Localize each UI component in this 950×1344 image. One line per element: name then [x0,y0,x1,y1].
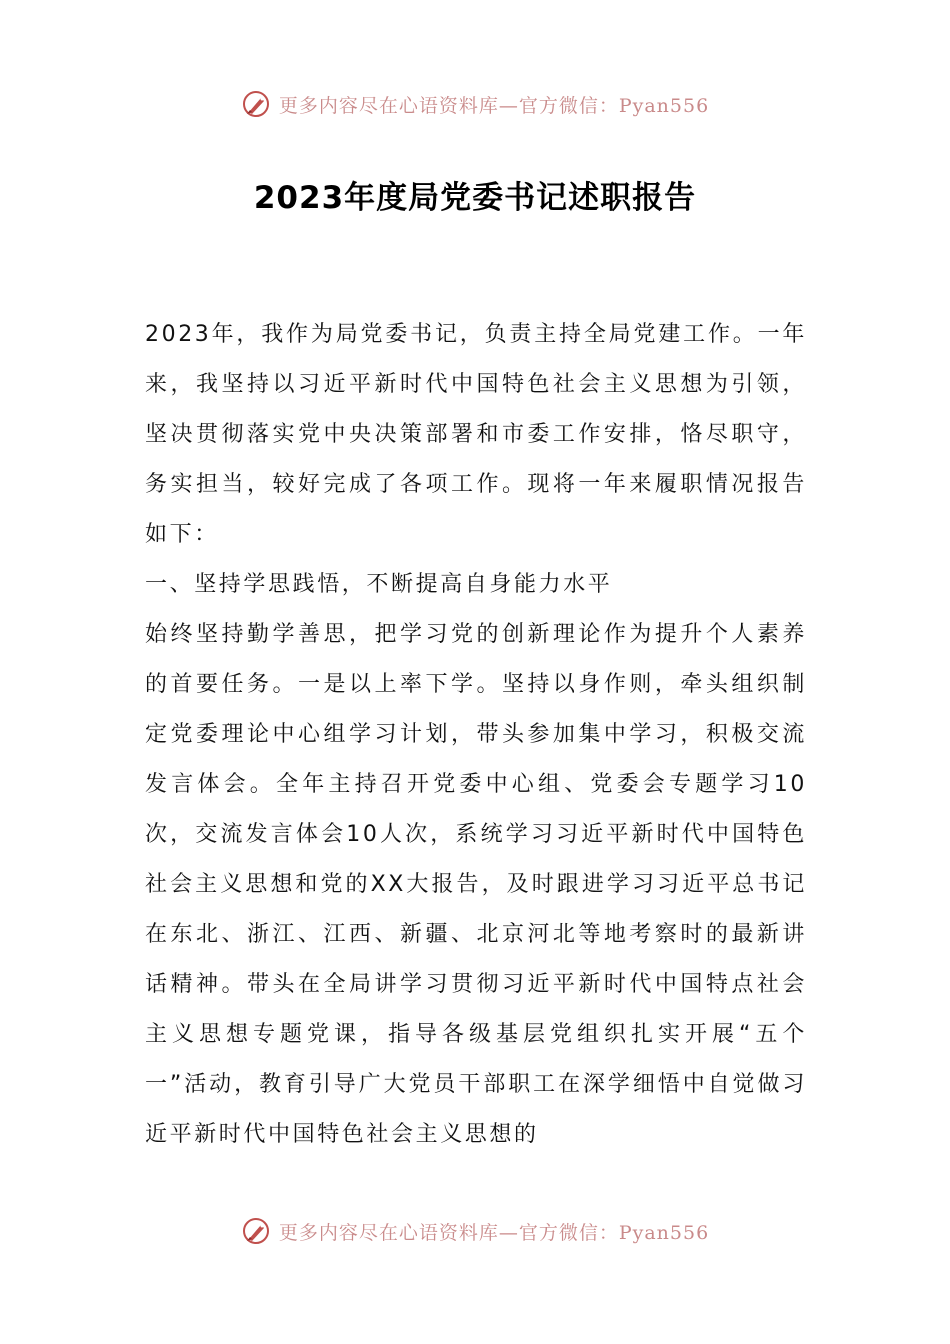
document-body [145,310,807,1160]
paragraph-section-one: 始终坚持勤学善思，把学习党的创新理论作为提升个人素养的首要任务。一是以上率下学。坚持以身作则，牵头组织制定党委理论中心组学习计划，带头参加集中学习，积极交流发言体会。全年主持召开党委中心组、党委会专题学习10次，交流发言体会10人次，系统学习习近平新时代中国特色社会主义思想和党的XX大报告，及时跟进学习习近平总书记在东北、浙江、江西、新疆、北京河北等地考察时的最新讲话精神。带头在全局讲学习贯彻习近平新时代中国特点社会主义思想专题党课，指导各级基层党组织扎实开展“五个一”活动，教育引导广大党员干部职工在深学细悟中自觉做习近平新时代中国特色社会主义思想的 [145,622,807,1147]
header-watermark [0,84,950,124]
section-heading: 一、坚持学思践悟，不断提高自身能力水平 [145,572,613,597]
footer-watermark [0,1211,950,1251]
pen-nib-logo-icon [241,1216,271,1246]
watermark-text: 更多内容尽在心语资料库—官方微信：Pyan556 [278,1221,710,1244]
watermark-text: 更多内容尽在心语资料库—官方微信：Pyan556 [278,94,710,117]
pen-nib-logo-icon [241,89,271,119]
document-title: 2023年度局党委书记述职报告 [253,180,697,216]
paragraph-intro: 2023年，我作为局党委书记，负责主持全局党建工作。一年来，我坚持以习近平新时代中国特色社会主义思想为引领，坚决贯彻落实党中央决策部署和市委工作安排，恪尽职守，务实担当，较好完成了各项工作。现将一年来履职情况报告如下： [145,322,807,547]
